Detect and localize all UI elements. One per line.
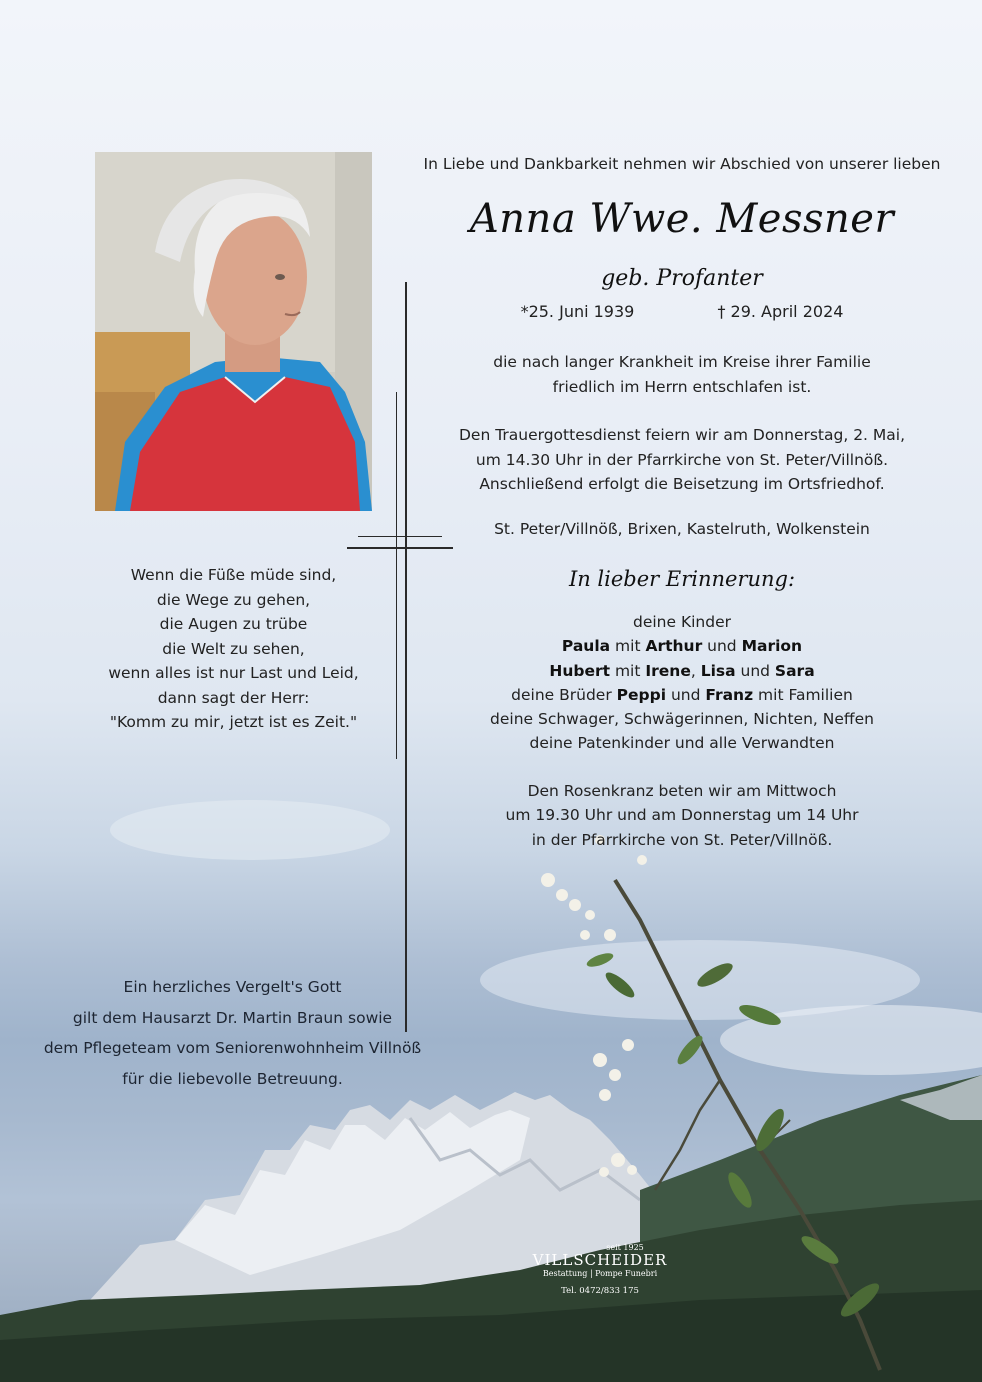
poem-line: wenn alles ist nur Last und Leid, [108, 664, 359, 682]
service-line: Den Trauergottesdienst feiern wir am Donnerstag, 2. Mai, [458, 426, 906, 444]
poem-line: Wenn die Füße müde sind, [130, 566, 337, 584]
intro-text: In Liebe und Dankbarkeit nehmen wir Abschied von unserer lieben [423, 155, 941, 173]
passing-line: friedlich im Herrn entschlafen ist. [552, 377, 812, 396]
service-line: Anschließend erfolgt die Beisetzung im Ortsfriedhof. [479, 475, 885, 493]
poem-line: die Welt zu sehen, [162, 639, 305, 658]
children-label: deine Kinder [632, 613, 731, 631]
poem-line: die Wege zu gehen, [156, 590, 311, 609]
logo-subtitle: Bestattung | Pompe Funebri [542, 1269, 658, 1278]
mourner-line: Hubert mit Irene, Lisa und Sara [549, 661, 815, 680]
thanks-line: gilt dem Hausarzt Dr. Martin Braun sowie [72, 1008, 393, 1027]
logo-phone: Tel. 0472/833 175 [561, 1286, 639, 1296]
funeral-service-text [408, 423, 956, 497]
places-line: St. Peter/Villnöß, Brixen, Kastelruth, Wolkenstein [494, 520, 870, 538]
poem-line: "Komm zu mir, jetzt ist es Zeit." [109, 713, 358, 731]
portrait-photo [95, 152, 372, 511]
cross-vertical-line [405, 282, 407, 1032]
deceased-name: Anna Wwe. Messner [469, 196, 895, 242]
cross-vertical-line-inner [396, 392, 397, 759]
cross-horizontal-line [347, 547, 453, 549]
thanks-line: Ein herzliches Vergelt's Gott [123, 978, 342, 996]
passing-text [408, 350, 956, 399]
service-line: um 14.30 Uhr in der Pfarrkirche von St. Peter/Villnöß. [475, 450, 889, 469]
life-dates [408, 302, 956, 321]
death-date: † 29. April 2024 [717, 302, 844, 321]
rosary-line: Den Rosenkranz beten wir am Mittwoch [527, 782, 837, 800]
thanks-text [30, 972, 435, 1094]
memory-heading: In lieber Erinnerung: [568, 567, 796, 591]
passing-line: die nach langer Krankheit im Kreise ihrer Familie [493, 353, 871, 371]
logo-since: seit 1925 [606, 1243, 644, 1252]
birth-date: *25. Juni 1939 [520, 302, 635, 321]
maiden-name: geb. Profanter [601, 266, 763, 291]
poem-line: die Augen zu trübe [159, 615, 308, 633]
mourner-line: deine Brüder Peppi und Franz mit Familien [511, 685, 853, 704]
rosary-text [408, 779, 956, 852]
mourner-line: deine Patenkinder und alle Verwandten [529, 734, 835, 753]
rosary-line: in der Pfarrkirche von St. Peter/Villnöß. [531, 830, 833, 849]
poem [95, 563, 372, 735]
mourner-line: Paula mit Arthur und Marion [561, 637, 803, 656]
rosary-line: um 19.30 Uhr und am Donnerstag um 14 Uhr [505, 806, 859, 825]
thanks-line: für die liebevolle Betreuung. [122, 1069, 343, 1088]
poem-line: dann sagt der Herr: [157, 688, 310, 707]
thanks-line: dem Pflegeteam vom Seniorenwohnheim Villnöß [43, 1039, 422, 1057]
mourners-list [408, 610, 956, 756]
funeral-home-logo [520, 1243, 680, 1296]
mourner-line: deine Schwager, Schwägerinnen, Nichten, Neffen [490, 710, 874, 729]
logo-brand: VILLSCHEIDER [532, 1251, 668, 1269]
